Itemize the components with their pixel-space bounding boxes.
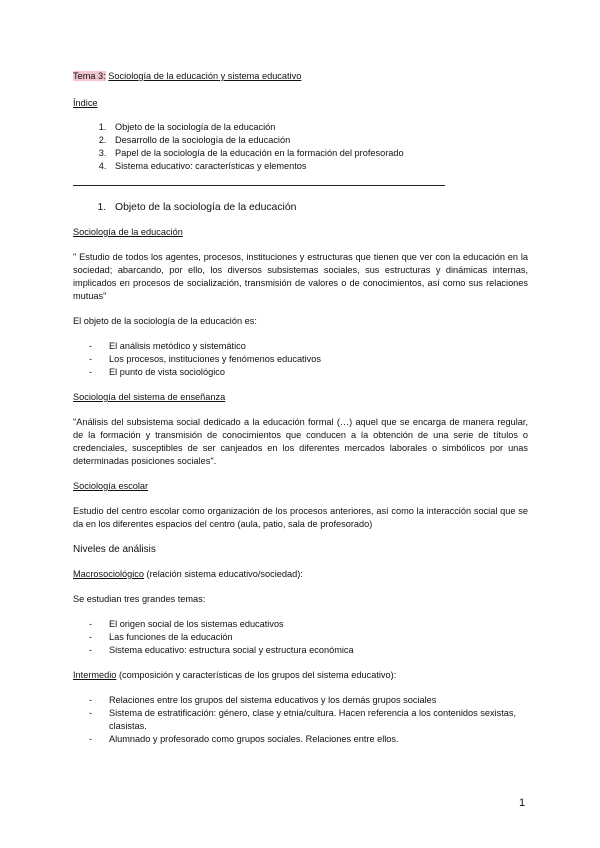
soc-edu-quote: " Estudio de todos los agentes, procesos, instituciones y estructuras que tienen que ver con la educación en la sociedad; abarcando, por ello, los diversos subsistemas sociales, sus estructuras y dinámicas internas, implicados en procesos de socialización, transmisión de valores o de conocimientos, así como sus relaciones mutuas" (73, 252, 528, 301)
intermedio-label: Intermedio (73, 670, 117, 680)
list-item: - El análisis metódico y sistemático (73, 340, 528, 353)
index-title: Índice (73, 98, 98, 108)
list-item: - Las funciones de la educación (73, 631, 528, 644)
soc-escolar-heading: Sociología escolar (73, 481, 149, 491)
object-intro: El objeto de la sociología de la educación es: (73, 316, 257, 326)
index-list (73, 121, 528, 173)
list-item: - Relaciones entre los grupos del sistema educativos y los demás grupos sociales (73, 694, 528, 707)
tema-title: Sociología de la educación y sistema educativo (108, 71, 302, 81)
soc-escolar-text: Estudio del centro escolar como organización de los procesos anteriores, así como la interacción social que se da en los diferentes espacios del centro (aula, patio, sala de profesorado) (73, 506, 528, 529)
separator-line (73, 185, 445, 186)
index-item: 1. Objeto de la sociología de la educación (109, 121, 528, 134)
object-list (73, 340, 528, 379)
section-1-title: 1. Objeto de la sociología de la educación (109, 201, 528, 215)
document-title (73, 70, 528, 83)
list-item: - El punto de vista sociológico (73, 366, 528, 379)
page-number: 1 (519, 797, 526, 809)
section-1-heading (73, 201, 528, 215)
list-item: - Los procesos, instituciones y fenómenos educativos (73, 353, 528, 366)
list-item: - Alumnado y profesorado como grupos sociales. Relaciones entre ellos. (73, 733, 528, 746)
page-content (73, 70, 528, 758)
list-item: - Sistema de estratificación: género, clase y etnia/cultura. Hacen referencia a los contenidos sexistas, clasistas. (73, 707, 528, 733)
intermedio-list (73, 694, 528, 746)
list-item: - El origen social de los sistemas educativos (73, 618, 528, 631)
list-item: - Sistema educativo: estructura social y estructura económica (73, 644, 528, 657)
index-item: 4. Sistema educativo: características y elementos (109, 160, 528, 173)
soc-edu-heading: Sociología de la educación (73, 227, 183, 237)
macro-desc: (relación sistema educativo/sociedad): (143, 569, 303, 579)
levels-title: Niveles de análisis (73, 544, 156, 555)
tema-label: Tema 3: (73, 71, 106, 81)
soc-sistema-quote: "Análisis del subsistema social dedicado a la educación formal (…) aquel que se encarga de manera regular, de la formación y transmisión de conocimientos que conducen a la obtención de una serie de títulos o credenciales, susceptibles de ser canjeados en los diferentes mercados laborales o simbólicos por unas determinadas posiciones sociales". (73, 417, 528, 466)
intermedio-heading (73, 669, 528, 682)
soc-sistema-heading: Sociología del sistema de enseñanza (73, 392, 226, 402)
index-item: 2. Desarrollo de la sociología de la educación (109, 134, 528, 147)
intermedio-desc: (composición y características de los grupos del sistema educativo): (116, 670, 397, 680)
macro-heading (73, 568, 528, 581)
macro-intro: Se estudian tres grandes temas: (73, 594, 206, 604)
macro-list (73, 618, 528, 657)
macro-label: Macrosociológico (73, 569, 144, 579)
index-item: 3. Papel de la sociología de la educación en la formación del profesorado (109, 147, 528, 160)
